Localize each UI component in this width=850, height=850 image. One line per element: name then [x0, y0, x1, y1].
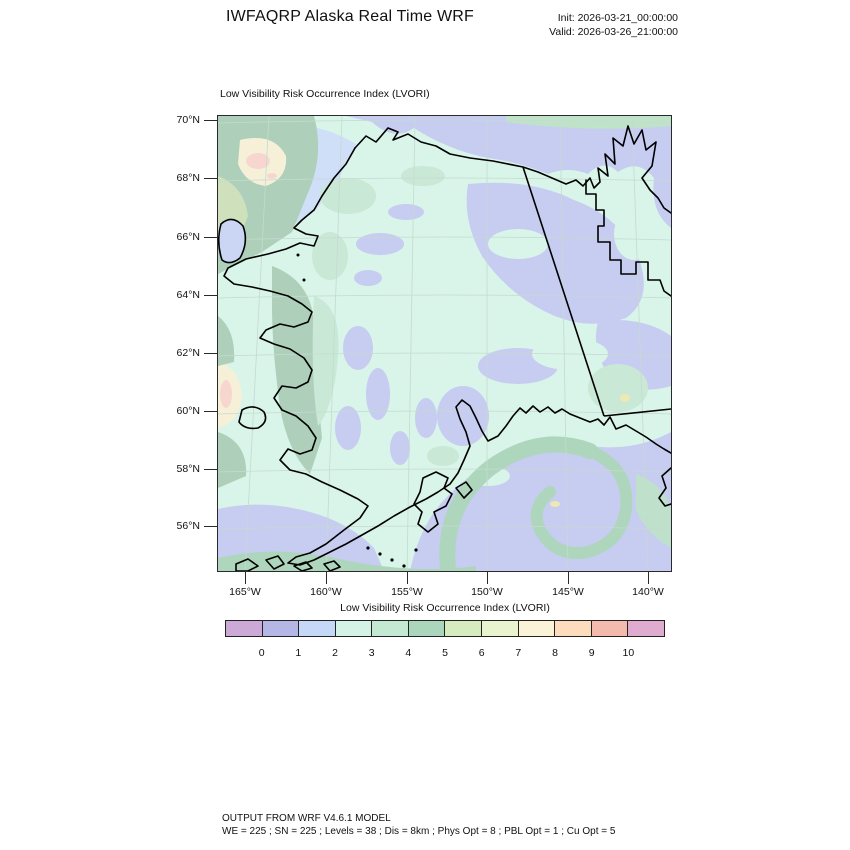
colorbar-tick-label: 2	[332, 647, 338, 659]
colorbar-segment	[519, 621, 556, 636]
colorbar-segment	[555, 621, 592, 636]
run-times	[549, 11, 678, 39]
colorbar-tick-label: 7	[515, 647, 522, 659]
colorbar-segment	[628, 621, 664, 636]
colorbar-tick-label: 4	[405, 647, 412, 659]
x-tick-mark	[326, 572, 327, 584]
map-area	[218, 116, 671, 571]
x-tick-mark	[648, 572, 649, 584]
colorbar-tick-label: 9	[588, 647, 595, 659]
x-tick-mark	[407, 572, 408, 584]
x-tick-mark	[245, 572, 246, 584]
colorbar-segment	[409, 621, 446, 636]
y-tick-label: 62°N	[176, 347, 200, 359]
y-tick-mark	[204, 469, 217, 470]
colorbar-segment	[226, 621, 263, 636]
x-tick-label: 160°W	[310, 586, 342, 598]
colorbar-segment	[336, 621, 373, 636]
y-tick-label: 66°N	[176, 231, 200, 243]
x-tick-mark	[568, 572, 569, 584]
field-subtitle: Low Visibility Risk Occurrence Index (LVORI)	[220, 88, 430, 100]
colorbar-label: Low Visibility Risk Occurrence Index (LVORI)	[340, 602, 550, 614]
colorbar-segment	[482, 621, 519, 636]
y-tick-label: 68°N	[176, 172, 200, 184]
colorbar-segment	[263, 621, 300, 636]
footer-line1: OUTPUT FROM WRF V4.6.1 MODEL	[222, 813, 391, 824]
colorbar-tick-label: 0	[258, 647, 265, 659]
page-title: IWFAQRP Alaska Real Time WRF	[225, 8, 475, 25]
colorbar-tick-label: 1	[295, 647, 302, 659]
colorbar-segment	[445, 621, 482, 636]
y-tick-mark	[204, 411, 217, 412]
colorbar	[225, 620, 665, 637]
footer	[222, 812, 615, 838]
footer-line2: WE = 225 ; SN = 225 ; Levels = 38 ; Dis = 8km ; Phys Opt = 8 ; PBL Opt = 1 ; Cu Opt = 5	[222, 826, 616, 837]
colorbar-segment	[372, 621, 409, 636]
colorbar-tick-label: 10	[622, 647, 635, 659]
y-tick-label: 60°N	[176, 405, 200, 417]
y-tick-mark	[204, 120, 217, 121]
x-tick-label: 155°W	[391, 586, 423, 598]
map-svg	[218, 116, 671, 571]
y-tick-label: 64°N	[176, 289, 200, 301]
y-tick-mark	[204, 237, 217, 238]
init-time: Init: 2026-03-21_00:00:00	[557, 12, 678, 24]
colorbar-tick-label: 5	[442, 647, 448, 659]
x-tick-label: 140°W	[632, 586, 664, 598]
y-tick-mark	[204, 526, 217, 527]
y-tick-mark	[204, 353, 217, 354]
x-tick-label: 165°W	[229, 586, 261, 598]
colorbar-segment	[592, 621, 629, 636]
colorbar-tick-label: 6	[478, 647, 485, 659]
colorbar-tick-label: 8	[552, 647, 558, 659]
y-tick-mark	[204, 178, 217, 179]
colorbar-tick-label: 3	[368, 647, 375, 659]
y-tick-mark	[204, 295, 217, 296]
x-tick-label: 145°W	[552, 586, 584, 598]
x-tick-label: 150°W	[471, 586, 503, 598]
colorbar-segment	[299, 621, 336, 636]
y-tick-label: 58°N	[176, 463, 200, 475]
y-tick-label: 56°N	[176, 520, 200, 532]
x-tick-mark	[487, 572, 488, 584]
valid-time: Valid: 2026-03-26_21:00:00	[549, 26, 678, 38]
y-tick-label: 70°N	[176, 114, 200, 126]
